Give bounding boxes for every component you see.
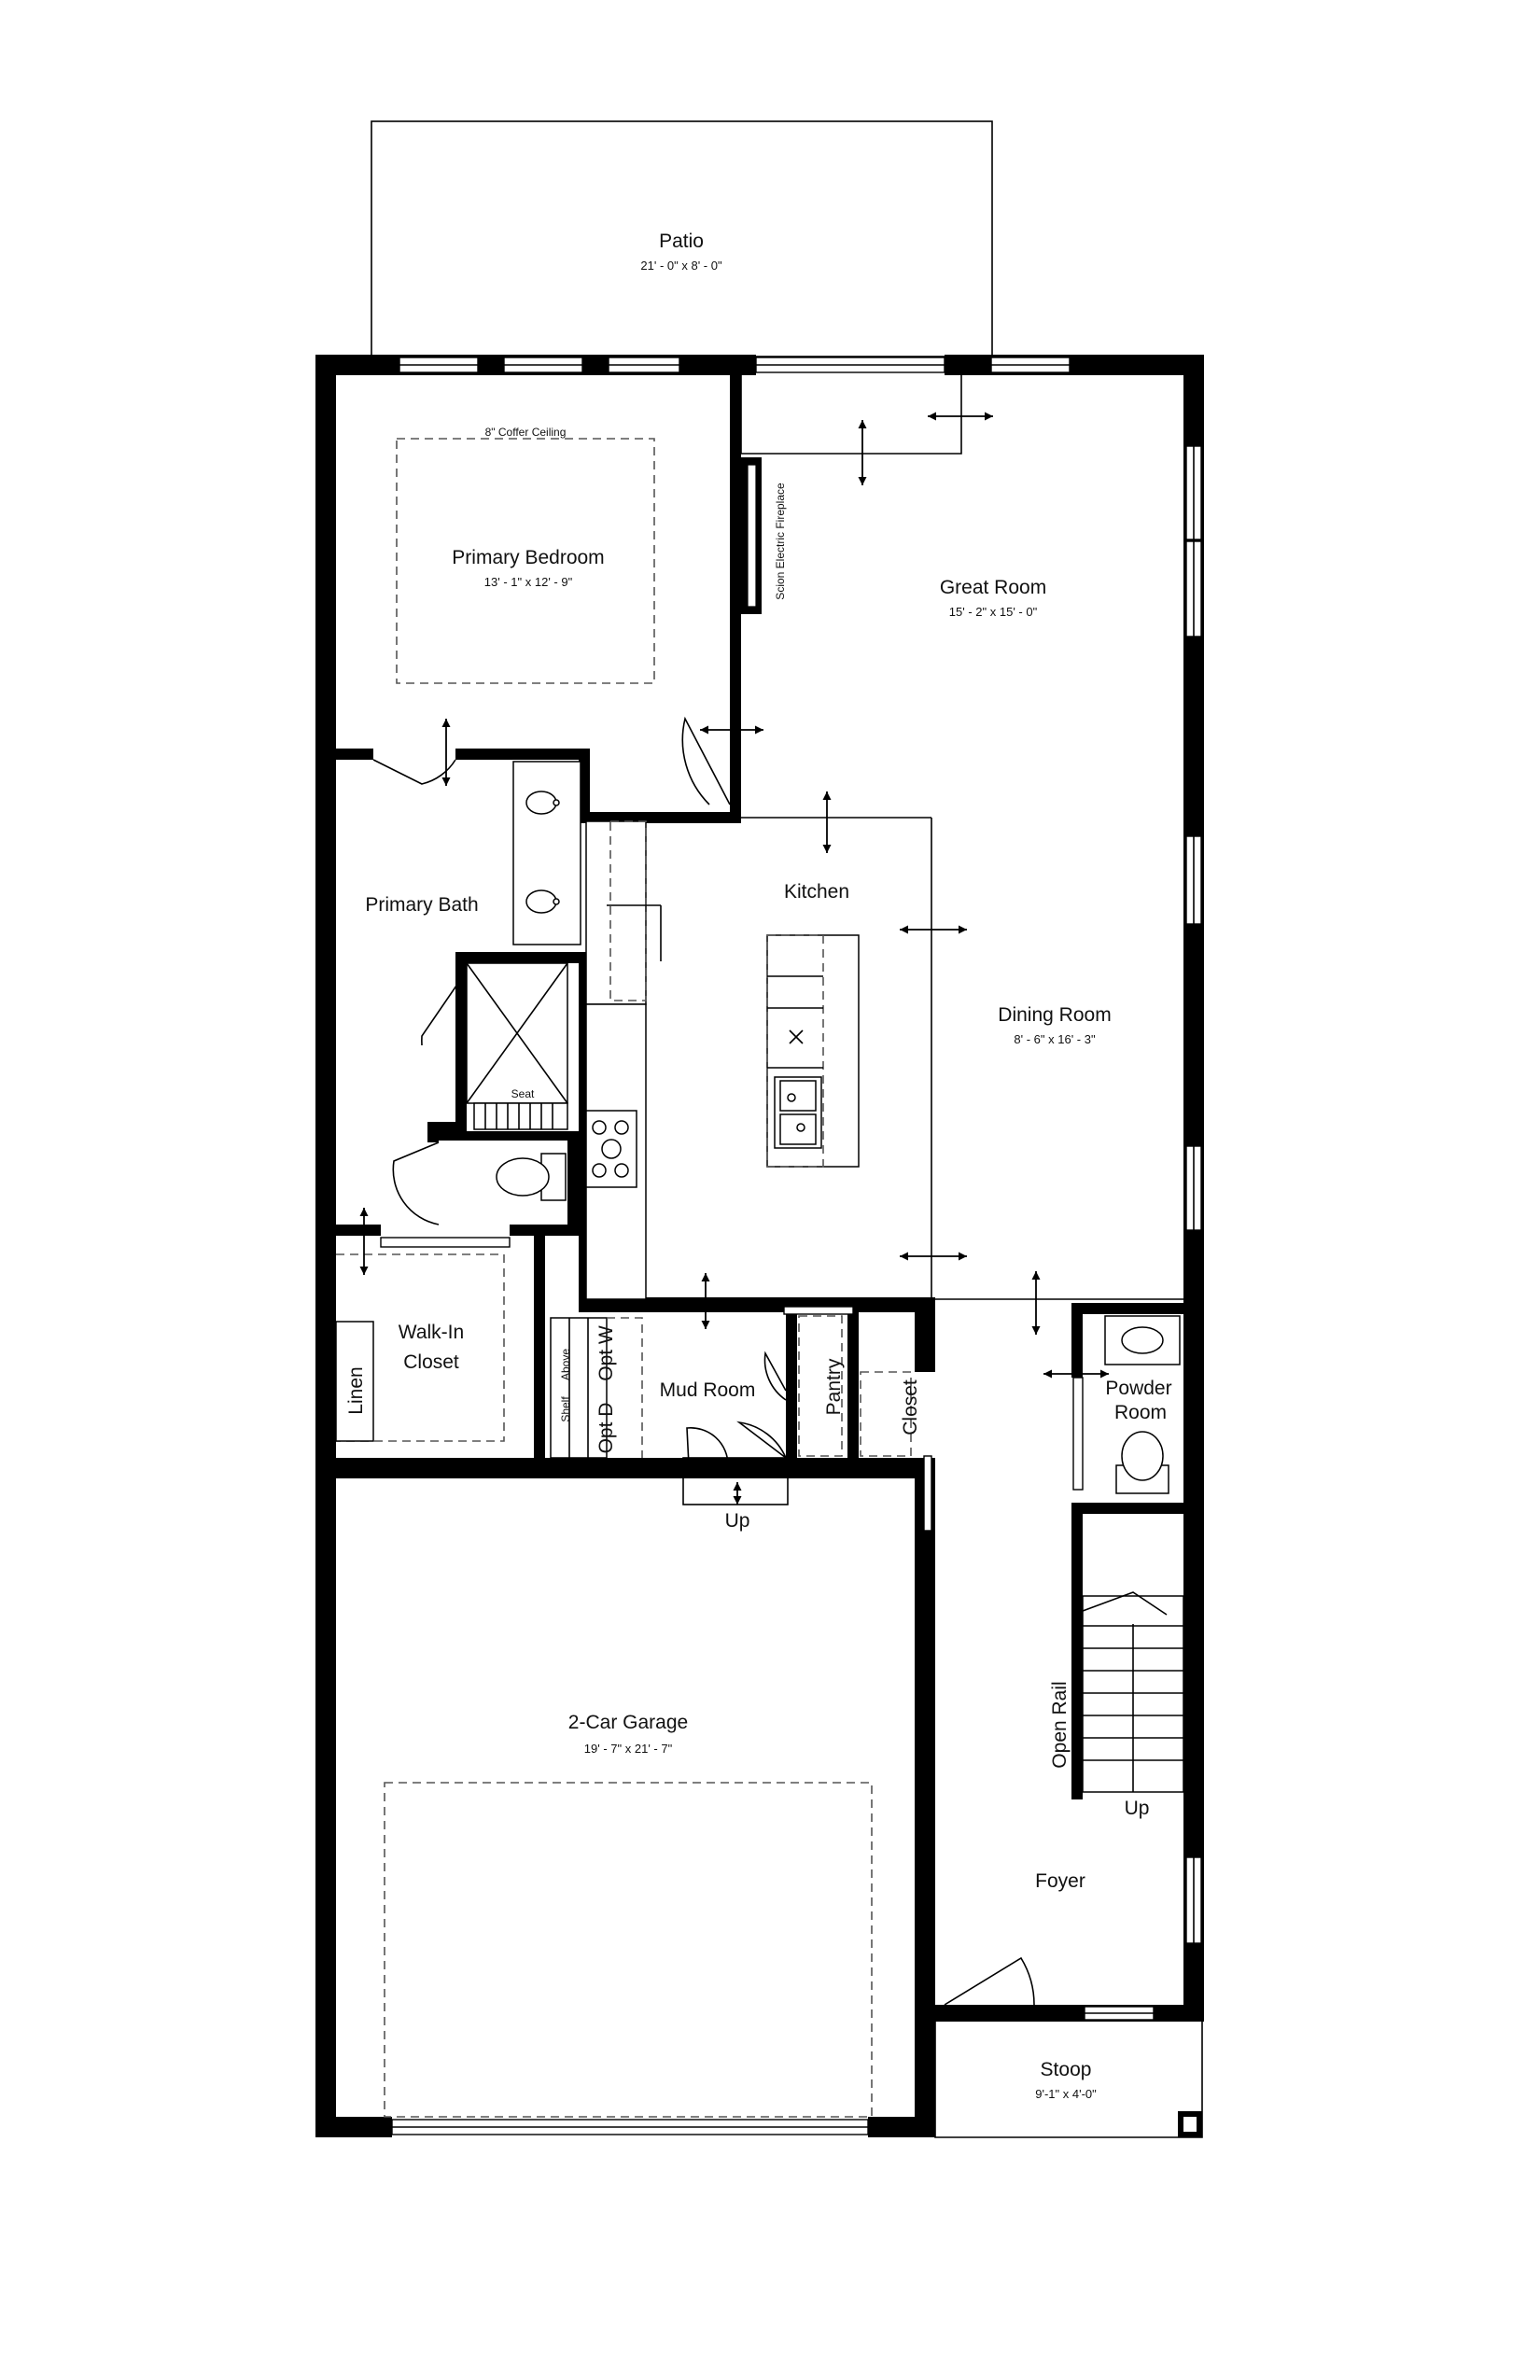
dining-room-name: Dining Room	[998, 1004, 1112, 1026]
primary-toilet	[497, 1154, 566, 1200]
arrowhead	[442, 719, 451, 727]
garage-entry-door	[924, 1456, 931, 1531]
primary-bath-vanity	[513, 762, 581, 945]
arrowhead	[823, 845, 832, 853]
arrowhead	[360, 1208, 369, 1216]
arrowhead	[900, 926, 908, 934]
kitchen-counters	[586, 821, 661, 1299]
arrowhead	[928, 413, 936, 421]
arrowhead	[1032, 1271, 1041, 1280]
stoop-dims: 9'-1" x 4'-0"	[1035, 2087, 1097, 2101]
primary-bedroom-dims: 13' - 1" x 12' - 9"	[483, 575, 573, 589]
walk-in-closet-line1: Walk-In	[398, 1322, 465, 1343]
arrowhead	[1032, 1326, 1041, 1335]
shower-seat-label: Seat	[511, 1087, 535, 1100]
arrowhead	[360, 1267, 369, 1275]
garage-dims: 19' - 7" x 21' - 7"	[583, 1742, 673, 1756]
arrowhead	[734, 1496, 742, 1505]
arrowhead	[900, 1253, 908, 1261]
above-label: Above	[559, 1348, 572, 1381]
great-room-bay	[741, 375, 961, 454]
opt-w-label: Opt W	[595, 1325, 617, 1381]
kitchen-name: Kitchen	[783, 881, 850, 903]
arrowhead	[959, 926, 967, 934]
great-room-dims: 15' - 2" x 15' - 0"	[948, 605, 1038, 619]
linen-label: Linen	[345, 1366, 367, 1415]
stoop-post-inner	[1183, 2117, 1197, 2132]
coffer-ceiling-label: 8" Coffer Ceiling	[484, 426, 567, 439]
patio-dims: 21' - 0" x 8' - 0"	[640, 259, 722, 273]
fireplace-firebox	[748, 465, 756, 607]
garage-door-outline	[385, 1783, 872, 2117]
garage-name: 2-Car Garage	[567, 1712, 689, 1733]
foyer-name: Foyer	[1035, 1870, 1085, 1892]
cooktop	[586, 1111, 637, 1187]
mud-room-up-label: Up	[724, 1510, 750, 1532]
walk-in-closet-line2: Closet	[403, 1351, 459, 1373]
fireplace-label: Scion Electric Fireplace	[774, 483, 787, 600]
open-rail-label: Open Rail	[1049, 1681, 1071, 1769]
stair-up-label: Up	[1124, 1798, 1150, 1819]
shelf-label: Shelf	[559, 1396, 572, 1422]
arrowhead	[755, 726, 763, 735]
arrowhead	[859, 477, 867, 485]
kitchen-island	[767, 935, 859, 1167]
great-room-name: Great Room	[939, 577, 1047, 598]
primary-bath-name: Primary Bath	[365, 894, 479, 916]
arrowhead	[959, 1253, 967, 1261]
primary-bedroom-name: Primary Bedroom	[452, 547, 605, 568]
mud-room-name: Mud Room	[659, 1379, 756, 1401]
arrowhead	[985, 413, 993, 421]
arrowhead	[859, 420, 867, 428]
stairs	[1073, 1531, 1183, 1792]
dining-room-dims: 8' - 6" x 16' - 3"	[1014, 1032, 1096, 1046]
arrowhead	[700, 726, 708, 735]
powder-room-line2: Room	[1113, 1402, 1168, 1423]
arrowhead	[702, 1321, 710, 1329]
windows	[392, 357, 1201, 2135]
opt-d-label: Opt D	[595, 1402, 617, 1454]
arrowhead	[823, 791, 832, 800]
wc-door-swing	[393, 1142, 439, 1225]
patio-name: Patio	[659, 231, 704, 252]
arrowhead	[702, 1273, 710, 1281]
primary-bath-door-swing	[373, 760, 455, 784]
pocket-door	[784, 1307, 853, 1314]
powder-room-line1: Powder	[1105, 1378, 1172, 1399]
pantry-label: Pantry	[823, 1358, 845, 1416]
shower	[422, 963, 567, 1129]
arrowhead	[734, 1482, 742, 1491]
stoop-name: Stoop	[1040, 2059, 1092, 2080]
closet-label: Closet	[900, 1379, 921, 1435]
arrowhead	[1043, 1370, 1052, 1379]
arrowhead	[442, 777, 451, 786]
front-door-swing	[945, 1958, 1034, 2005]
